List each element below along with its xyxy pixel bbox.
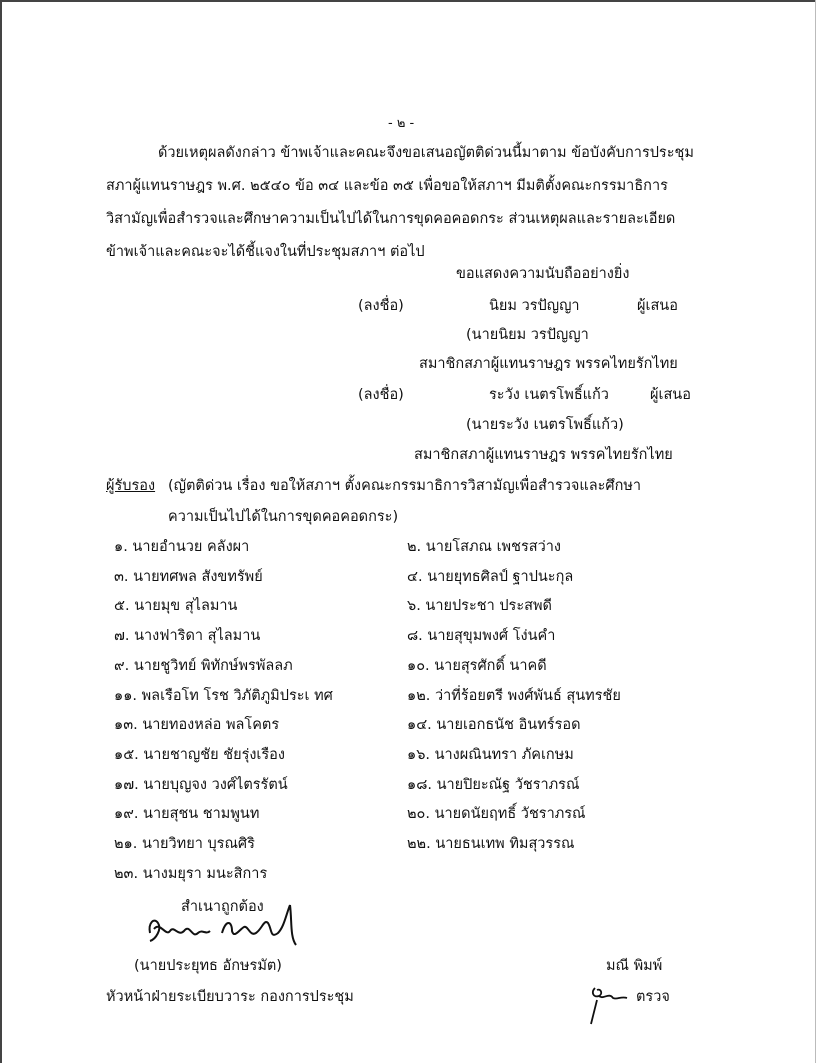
- endorser-item: ๔. นายยุทธศิลป์ ฐาปนะกุล: [407, 568, 574, 585]
- endorser-item: ๘. นายสุขุมพงศ์ โง่นคำ: [407, 628, 556, 645]
- proposer-1-full-name: (นายนิยม วรปัญญา: [466, 327, 589, 343]
- endorser-item: ๒. นายโสภณ เพชรสว่าง: [407, 539, 561, 555]
- endorser-item: ๒๓. นางมยุรา มนะสิการ: [114, 865, 268, 882]
- endorser-item: ๗. นางฟาริดา สุไลมาน: [114, 628, 261, 645]
- proposer-1-role: ผู้เสนอ: [637, 298, 678, 314]
- proposer-2-full-name: (นายระวัง เนตรโพธิ์แก้ว): [466, 417, 624, 433]
- checked-label: ตรวจ: [636, 989, 670, 1005]
- endorsers-heading: ผู้รับรอง: [106, 478, 156, 494]
- certifier-name: (นายประยุทธ อักษรมัต): [134, 958, 282, 974]
- scan-border-left: [0, 0, 2, 1063]
- endorser-item: ๑๘. นายปิยะณัฐ วัชราภรณ์: [407, 776, 580, 793]
- endorser-item: ๑๖. นางผณินทรา ภัคเกษม: [407, 746, 574, 763]
- body-paragraph: ด้วยเหตุผลดังกล่าว ข้าพเจ้าและคณะจึงขอเสนอญัตติด่วนนี้มาตาม ข้อบังคับการประชุมสภาผู้แทนราษฎร พ.ศ. ๒๕๔๐ ข้อ ๓๔ และข้อ ๓๕ เพื่อขอให้สภาฯ มีมติตั้งคณะกรรมาธิการวิสามัญเพื่อสำรวจและศึกษาความเป็นไปได้ในการขุดคอคอดกระ ส่วนเหตุผลและรายละเอียด ข้าพเจ้าและคณะจะได้ชี้แจงในที่ประชุมสภาฯ ต่อไป: [106, 145, 694, 260]
- scan-border-top: [0, 0, 816, 2]
- endorser-item: ๒๑. นายวิทยา บุรณศิริ: [114, 836, 255, 852]
- endorser-item: ๑๑. พลเรือโท โรช วิภัติภูมิประเ ทศ: [114, 687, 333, 704]
- proposer-2-name: ระวัง เนตรโพธิ์แก้ว: [489, 387, 609, 403]
- endorser-item: ๑๐. นายสุรศักดิ์ นาคดี: [407, 657, 547, 674]
- endorser-item: ๒๐. นายดนัยฤทธิ์ วัชราภรณ์: [407, 806, 586, 823]
- endorser-item: ๑๓. นายทองหล่อ พลโคตร: [114, 717, 280, 734]
- endorser-item: ๑๙. นายสุชน ชามพูนท: [114, 806, 260, 823]
- endorser-item: ๖. นายประชา ประสพดี: [407, 598, 552, 615]
- endorser-item: ๙. นายชูวิทย์ พิทักษ์พรพัลลภ: [114, 657, 293, 674]
- proposer-1-position: สมาชิกสภาผู้แทนราษฎร พรรคไทยรักไทย: [419, 356, 678, 372]
- endorser-item: ๑๗. นายบุญจง วงศ์ไตรรัตน์: [114, 776, 288, 793]
- proposer-2-sign-label: (ลงชื่อ): [358, 387, 404, 403]
- typed-by: มณี พิมพ์: [606, 958, 663, 974]
- certifier-signature: [140, 893, 305, 953]
- certifier-title: หัวหน้าฝ่ายระเบียบวาระ กองการประชุม: [106, 989, 354, 1005]
- endorser-item: ๑๒. ว่าที่ร้อยตรี พงศ์พันธ์ สุนทรชัย: [407, 687, 621, 704]
- endorsers-subject-line-1: (ญัตติด่วน เรื่อง ขอให้สภาฯ ตั้งคณะกรรมาธิการวิสามัญเพื่อสำรวจและศึกษา: [168, 478, 642, 494]
- endorser-item: ๒๒. นายธนเทพ ทิมสุวรรณ: [407, 836, 575, 852]
- checker-initials: [585, 978, 635, 1028]
- closing-line: ขอแสดงความนับถืออย่างยิ่ง: [456, 266, 630, 282]
- proposer-1-name: นิยม วรปัญญา: [489, 298, 580, 314]
- endorsers-subject-line-2: ความเป็นไปได้ในการขุดคอคอดกระ): [168, 509, 399, 525]
- endorser-item: ๓. นายทศพล สังขทรัพย์: [114, 568, 263, 585]
- endorser-item: ๕. นายมุข สุไลมาน: [114, 598, 238, 615]
- page-number: - ๒ -: [388, 116, 415, 131]
- proposer-2-role: ผู้เสนอ: [650, 387, 691, 403]
- endorser-item: ๑๔. นายเอกธนัช อินทร์รอด: [407, 717, 581, 734]
- certified-copy-label: สำเนาถูกต้อง: [181, 899, 264, 915]
- proposer-1-sign-label: (ลงชื่อ): [358, 298, 404, 314]
- endorser-item: ๑. นายอำนวย คลังผา: [114, 539, 250, 555]
- endorser-item: ๑๕. นายชาญชัย ชัยรุ่งเรือง: [114, 746, 285, 763]
- proposer-2-position: สมาชิกสภาผู้แทนราษฎร พรรคไทยรักไทย: [414, 447, 673, 463]
